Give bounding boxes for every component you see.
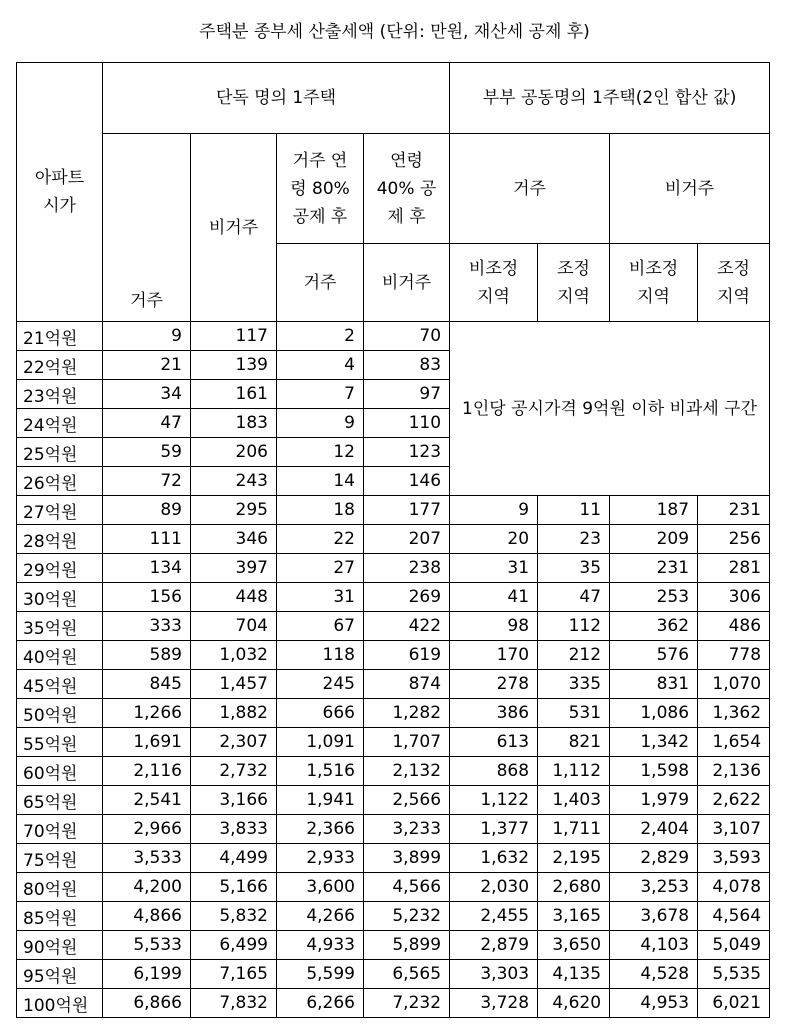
- value-cell: 4,528: [610, 960, 698, 989]
- value-cell: 170: [450, 641, 538, 670]
- value-cell: 22: [277, 525, 364, 554]
- row-price-cell: 26억원: [17, 467, 103, 496]
- value-cell: 4,620: [538, 989, 610, 1018]
- value-cell: 1,112: [538, 757, 610, 786]
- value-cell: 6,199: [103, 960, 191, 989]
- value-cell: 6,866: [103, 989, 191, 1018]
- row-price-cell: 95억원: [17, 960, 103, 989]
- value-cell: 31: [450, 554, 538, 583]
- value-cell: 2,622: [698, 786, 770, 815]
- row-price-cell: 22억원: [17, 351, 103, 380]
- value-cell: 4,566: [364, 873, 450, 902]
- value-cell: 2,307: [191, 728, 277, 757]
- row-price-cell: 23억원: [17, 380, 103, 409]
- value-cell: 6,565: [364, 960, 450, 989]
- value-cell: 6,499: [191, 931, 277, 960]
- value-cell: 5,535: [698, 960, 770, 989]
- page-title: 주택분 종부세 산출세액 (단위: 만원, 재산세 공제 후): [199, 22, 590, 42]
- value-cell: 5,533: [103, 931, 191, 960]
- value-cell: 7,165: [191, 960, 277, 989]
- value-cell: 1,266: [103, 699, 191, 728]
- value-cell: 845: [103, 670, 191, 699]
- value-cell: 1,070: [698, 670, 770, 699]
- row-price-cell: 27억원: [17, 496, 103, 525]
- value-cell: 31: [277, 583, 364, 612]
- value-cell: 5,832: [191, 902, 277, 931]
- value-cell: 209: [610, 525, 698, 554]
- value-cell: 3,678: [610, 902, 698, 931]
- value-cell: 1,086: [610, 699, 698, 728]
- value-cell: 1,632: [450, 844, 538, 873]
- value-cell: 2,195: [538, 844, 610, 873]
- value-cell: 7,232: [364, 989, 450, 1018]
- value-cell: 1,711: [538, 815, 610, 844]
- value-cell: 1,362: [698, 699, 770, 728]
- value-cell: 2: [277, 322, 364, 351]
- value-cell: 306: [698, 583, 770, 612]
- value-cell: 2,732: [191, 757, 277, 786]
- value-cell: 1,979: [610, 786, 698, 815]
- value-cell: 183: [191, 409, 277, 438]
- value-cell: 422: [364, 612, 450, 641]
- table-row: [17, 525, 770, 554]
- value-cell: 5,232: [364, 902, 450, 931]
- value-cell: 2,366: [277, 815, 364, 844]
- value-cell: 41: [450, 583, 538, 612]
- value-cell: 831: [610, 670, 698, 699]
- value-cell: 2,455: [450, 902, 538, 931]
- table-row: [17, 989, 770, 1018]
- value-cell: 874: [364, 670, 450, 699]
- value-cell: 2,566: [364, 786, 450, 815]
- value-cell: 83: [364, 351, 450, 380]
- value-cell: 27: [277, 554, 364, 583]
- value-cell: 117: [191, 322, 277, 351]
- value-cell: 72: [103, 467, 191, 496]
- value-cell: 2,030: [450, 873, 538, 902]
- value-cell: 821: [538, 728, 610, 757]
- value-cell: 278: [450, 670, 538, 699]
- value-cell: 778: [698, 641, 770, 670]
- value-cell: 4,499: [191, 844, 277, 873]
- value-cell: 2,680: [538, 873, 610, 902]
- value-cell: 3,166: [191, 786, 277, 815]
- table-row: [17, 641, 770, 670]
- tax-table: [16, 62, 770, 1018]
- value-cell: 14: [277, 467, 364, 496]
- value-cell: 9: [277, 409, 364, 438]
- value-cell: 9: [103, 322, 191, 351]
- row-price-cell: 24억원: [17, 409, 103, 438]
- value-cell: 868: [450, 757, 538, 786]
- value-cell: 2,132: [364, 757, 450, 786]
- value-cell: 1,598: [610, 757, 698, 786]
- value-cell: 3,107: [698, 815, 770, 844]
- row-price-cell: 25억원: [17, 438, 103, 467]
- header-nonadjusted: 비조정 지역: [450, 244, 538, 322]
- header-single-reside: 거주: [103, 134, 191, 322]
- table-row: [17, 902, 770, 931]
- value-cell: 243: [191, 467, 277, 496]
- value-cell: 238: [364, 554, 450, 583]
- row-price-cell: 50억원: [17, 699, 103, 728]
- value-cell: 118: [277, 641, 364, 670]
- value-cell: 47: [538, 583, 610, 612]
- value-cell: 111: [103, 525, 191, 554]
- value-cell: 3,253: [610, 873, 698, 902]
- value-cell: 6,021: [698, 989, 770, 1018]
- table-row: [17, 873, 770, 902]
- row-price-cell: 55억원: [17, 728, 103, 757]
- header-adjusted: 조정 지역: [538, 244, 610, 322]
- value-cell: 47: [103, 409, 191, 438]
- table-row: [17, 612, 770, 641]
- value-cell: 1,707: [364, 728, 450, 757]
- table-row: [17, 815, 770, 844]
- header-joint-reside: 거주: [450, 134, 610, 244]
- value-cell: 619: [364, 641, 450, 670]
- table-row: [17, 728, 770, 757]
- table-row: [17, 670, 770, 699]
- value-cell: 206: [191, 438, 277, 467]
- value-cell: 576: [610, 641, 698, 670]
- value-cell: 139: [191, 351, 277, 380]
- value-cell: 59: [103, 438, 191, 467]
- value-cell: 7,832: [191, 989, 277, 1018]
- value-cell: 18: [277, 496, 364, 525]
- value-cell: 346: [191, 525, 277, 554]
- value-cell: 2,829: [610, 844, 698, 873]
- value-cell: 212: [538, 641, 610, 670]
- value-cell: 11: [538, 496, 610, 525]
- value-cell: 335: [538, 670, 610, 699]
- table-row: [17, 322, 770, 351]
- value-cell: 34: [103, 380, 191, 409]
- value-cell: 397: [191, 554, 277, 583]
- table-row: [17, 554, 770, 583]
- value-cell: 4,266: [277, 902, 364, 931]
- value-cell: 2,966: [103, 815, 191, 844]
- table-row: [17, 496, 770, 525]
- value-cell: 333: [103, 612, 191, 641]
- value-cell: 1,377: [450, 815, 538, 844]
- value-cell: 704: [191, 612, 277, 641]
- table-row: [17, 699, 770, 728]
- header-adjusted-2: 조정 지역: [698, 244, 770, 322]
- value-cell: 1,403: [538, 786, 610, 815]
- value-cell: 3,303: [450, 960, 538, 989]
- value-cell: 245: [277, 670, 364, 699]
- value-cell: 177: [364, 496, 450, 525]
- row-price-cell: 80억원: [17, 873, 103, 902]
- value-cell: 207: [364, 525, 450, 554]
- value-cell: 21: [103, 351, 191, 380]
- value-cell: 1,122: [450, 786, 538, 815]
- value-cell: 5,166: [191, 873, 277, 902]
- value-cell: 4,866: [103, 902, 191, 931]
- value-cell: 123: [364, 438, 450, 467]
- value-cell: 156: [103, 583, 191, 612]
- value-cell: 2,879: [450, 931, 538, 960]
- value-cell: 5,899: [364, 931, 450, 960]
- row-price-cell: 28억원: [17, 525, 103, 554]
- value-cell: 89: [103, 496, 191, 525]
- row-price-cell: 70억원: [17, 815, 103, 844]
- value-cell: 2,933: [277, 844, 364, 873]
- row-price-cell: 65억원: [17, 786, 103, 815]
- exempt-note: 1인당 공시가격 9억원 이하 비과세 구간: [450, 322, 770, 496]
- value-cell: 3,233: [364, 815, 450, 844]
- row-price-cell: 85억원: [17, 902, 103, 931]
- value-cell: 161: [191, 380, 277, 409]
- value-cell: 70: [364, 322, 450, 351]
- value-cell: 253: [610, 583, 698, 612]
- value-cell: 1,654: [698, 728, 770, 757]
- value-cell: 4,200: [103, 873, 191, 902]
- value-cell: 486: [698, 612, 770, 641]
- value-cell: 4,564: [698, 902, 770, 931]
- value-cell: 7: [277, 380, 364, 409]
- value-cell: 3,533: [103, 844, 191, 873]
- header-price: 아파트 시가: [17, 63, 103, 322]
- header-age80: 거주 연 령 80% 공제 후: [277, 134, 364, 244]
- value-cell: 4,078: [698, 873, 770, 902]
- value-cell: 3,728: [450, 989, 538, 1018]
- row-price-cell: 35억원: [17, 612, 103, 641]
- table-row: [17, 757, 770, 786]
- value-cell: 4,953: [610, 989, 698, 1018]
- table-row: [17, 844, 770, 873]
- table-row: [17, 583, 770, 612]
- value-cell: 1,457: [191, 670, 277, 699]
- value-cell: 1,941: [277, 786, 364, 815]
- header-age40: 연령 40% 공 제 후: [364, 134, 450, 244]
- value-cell: 269: [364, 583, 450, 612]
- row-price-cell: 90억원: [17, 931, 103, 960]
- value-cell: 362: [610, 612, 698, 641]
- table-row: [17, 786, 770, 815]
- value-cell: 281: [698, 554, 770, 583]
- value-cell: 9: [450, 496, 538, 525]
- value-cell: 2,541: [103, 786, 191, 815]
- value-cell: 256: [698, 525, 770, 554]
- value-cell: 386: [450, 699, 538, 728]
- value-cell: 112: [538, 612, 610, 641]
- value-cell: 1,091: [277, 728, 364, 757]
- header-nonadjusted-2: 비조정 지역: [610, 244, 698, 322]
- value-cell: 4: [277, 351, 364, 380]
- value-cell: 4,103: [610, 931, 698, 960]
- value-cell: 20: [450, 525, 538, 554]
- value-cell: 531: [538, 699, 610, 728]
- row-price-cell: 100억원: [17, 989, 103, 1018]
- value-cell: 589: [103, 641, 191, 670]
- header-single-owner: 단독 명의 1주택: [103, 63, 450, 134]
- value-cell: 1,342: [610, 728, 698, 757]
- row-price-cell: 30억원: [17, 583, 103, 612]
- header-joint-owner: 부부 공동명의 1주택(2인 합산 값): [450, 63, 770, 134]
- row-price-cell: 75억원: [17, 844, 103, 873]
- value-cell: 2,116: [103, 757, 191, 786]
- value-cell: 1,691: [103, 728, 191, 757]
- header-joint-nonreside: 비거주: [610, 134, 770, 244]
- value-cell: 35: [538, 554, 610, 583]
- value-cell: 1,282: [364, 699, 450, 728]
- value-cell: 4,933: [277, 931, 364, 960]
- value-cell: 97: [364, 380, 450, 409]
- value-cell: 110: [364, 409, 450, 438]
- value-cell: 134: [103, 554, 191, 583]
- value-cell: 3,833: [191, 815, 277, 844]
- table-row: [17, 960, 770, 989]
- value-cell: 3,165: [538, 902, 610, 931]
- value-cell: 67: [277, 612, 364, 641]
- row-price-cell: 29억원: [17, 554, 103, 583]
- table-row: [17, 931, 770, 960]
- value-cell: 2,404: [610, 815, 698, 844]
- value-cell: 3,593: [698, 844, 770, 873]
- value-cell: 231: [698, 496, 770, 525]
- header-single-nonreside: 비거주: [191, 134, 277, 322]
- value-cell: 6,266: [277, 989, 364, 1018]
- row-price-cell: 45억원: [17, 670, 103, 699]
- value-cell: 666: [277, 699, 364, 728]
- value-cell: 23: [538, 525, 610, 554]
- value-cell: 295: [191, 496, 277, 525]
- value-cell: 231: [610, 554, 698, 583]
- value-cell: 3,650: [538, 931, 610, 960]
- value-cell: 98: [450, 612, 538, 641]
- value-cell: 1,516: [277, 757, 364, 786]
- value-cell: 448: [191, 583, 277, 612]
- value-cell: 1,032: [191, 641, 277, 670]
- value-cell: 4,135: [538, 960, 610, 989]
- value-cell: 187: [610, 496, 698, 525]
- value-cell: 5,049: [698, 931, 770, 960]
- value-cell: 613: [450, 728, 538, 757]
- header-age40-nonreside: 비거주: [364, 244, 450, 322]
- value-cell: 146: [364, 467, 450, 496]
- header-age80-reside: 거주: [277, 244, 364, 322]
- value-cell: 2,136: [698, 757, 770, 786]
- row-price-cell: 60억원: [17, 757, 103, 786]
- row-price-cell: 21억원: [17, 322, 103, 351]
- value-cell: 3,600: [277, 873, 364, 902]
- value-cell: 1,882: [191, 699, 277, 728]
- value-cell: 3,899: [364, 844, 450, 873]
- value-cell: 5,599: [277, 960, 364, 989]
- value-cell: 12: [277, 438, 364, 467]
- row-price-cell: 40억원: [17, 641, 103, 670]
